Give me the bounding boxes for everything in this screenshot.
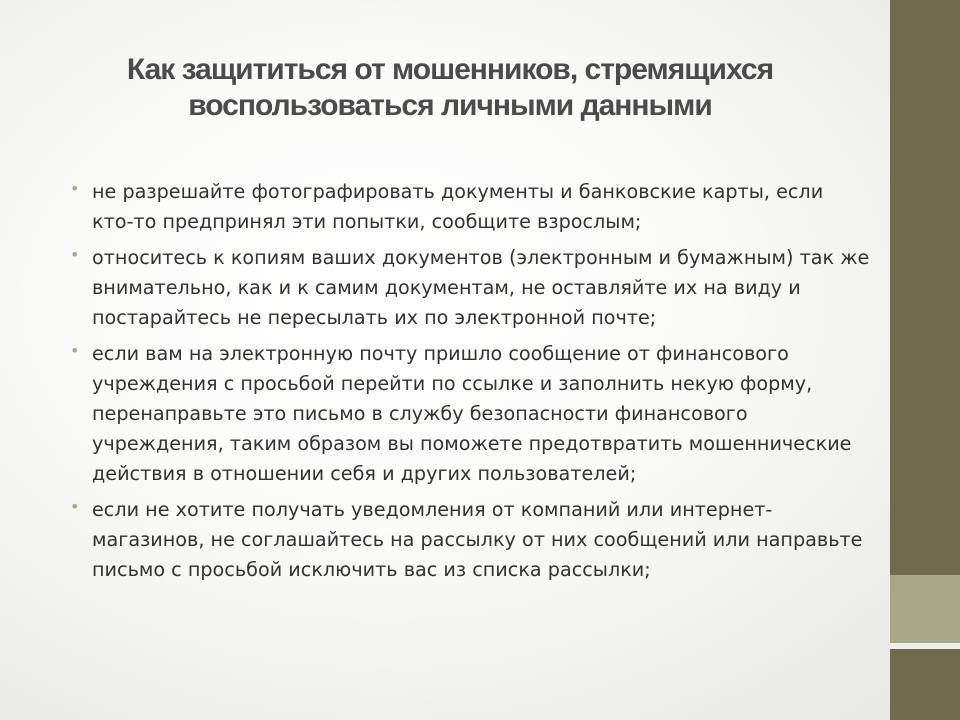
bullet-item-3 <box>70 339 870 489</box>
bullet-dot-icon: • <box>70 245 80 264</box>
side-decor-bottom-block <box>890 649 960 720</box>
bullet-dot-icon: • <box>70 179 80 198</box>
bullet-item-4 <box>70 495 870 585</box>
bullet-text-3: если вам на электронную почту пришло сообщение от финансового учреждения с просьбой перейти по ссылке и заполнить некую форму, перенаправьте это письмо в службу безопасности финансового учреждения, таким образом вы поможете предотвратить мошеннические действия в отношении себя и других пользователей; <box>92 342 852 485</box>
bullet-text-1: не разрешайте фотографировать документы и банковские карты, если кто-то предпринял эти попытки, сообщите взрослым; <box>92 180 824 233</box>
bullet-dot-icon: • <box>70 497 80 516</box>
bullet-item-1 <box>70 177 870 237</box>
slide-title: Как защититься от мошенников, стремящихся воспользоваться личными данными <box>126 53 774 122</box>
bullet-item-2 <box>70 243 870 333</box>
bullet-dot-icon: • <box>70 341 80 360</box>
side-decor-accent-block <box>890 575 960 643</box>
bullet-text-2: относитесь к копиям ваших документов (электронным и бумажным) так же внимательно, как и к самим документам, не оставляйте их на виду и постарайтесь не пересылать их по электронной почте; <box>92 246 870 329</box>
bullet-text-4: если не хотите получать уведомления от компаний или интернет-магазинов, не соглашайтесь на рассылку от них сообщений или направьте письмо с просьбой исключить вас из списка рассылки; <box>92 498 863 581</box>
bullet-list <box>70 177 870 591</box>
